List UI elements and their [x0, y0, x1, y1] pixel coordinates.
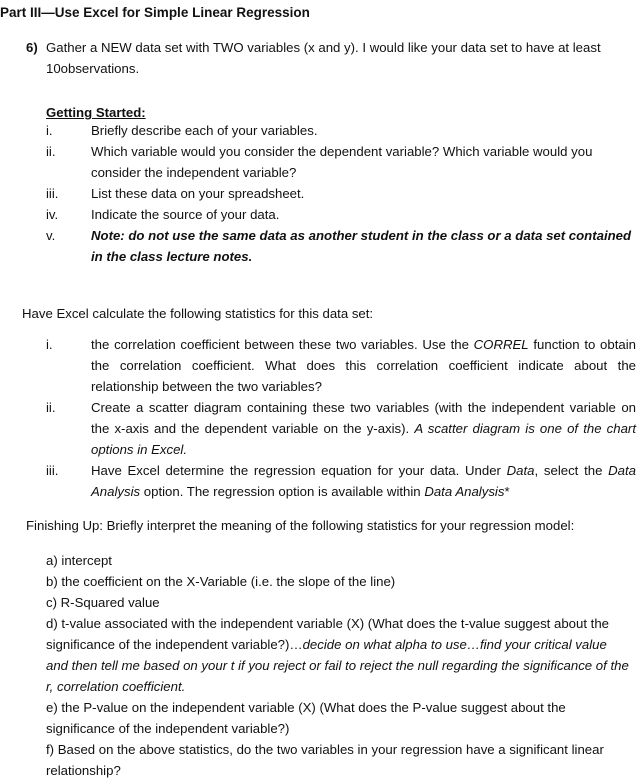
list-item: d) t-value associated with the independent variable (X) (What does the t-value suggest about the significance of the independent variable?)…decide on what alpha to use…find your critical value and then tell me based on your t if you reject or fail to reject the null regarding the significance of the r, correlation coefficient. [46, 616, 629, 694]
question-number: 6) [26, 40, 38, 55]
list-item-text: Create a scatter diagram containing these two variables (with the independent variable on the x-axis and the dependent variable on the y-axis). A scatter diagram is one of the chart options in Excel. [91, 400, 636, 457]
list-item-text: Briefly describe each of your variables. [91, 123, 318, 138]
part-title: Part III—Use Excel for Simple Linear Regression [0, 5, 310, 20]
list-item [46, 183, 636, 204]
list-marker: ii. [46, 144, 56, 159]
getting-started-title: Getting Started: [46, 105, 146, 120]
list-item-text: Have Excel determine the regression equation for your data. Under Data, select the Data Analysis option. The regression option is available within Data Analysis* [91, 463, 636, 499]
list-item: b) the coefficient on the X-Variable (i.e. the slope of the line) [46, 574, 396, 589]
finishing-up-intro: Finishing Up: Briefly interpret the meaning of the following statistics for your regression model: [26, 518, 575, 533]
list-item [46, 397, 636, 460]
list-marker: v. [46, 228, 56, 243]
list-item: c) R-Squared value [46, 595, 160, 610]
list-item-text: Which variable would you consider the dependent variable? Which variable would you consider the independent variable? [91, 144, 593, 180]
getting-started-list [46, 120, 636, 267]
list-item: a) intercept [46, 553, 112, 568]
list-item-text: Indicate the source of your data. [91, 207, 280, 222]
list-item [46, 334, 636, 397]
list-marker: i. [46, 337, 53, 352]
list-item [46, 460, 636, 502]
list-marker: iii. [46, 186, 59, 201]
list-item: e) the P-value on the independent variable (X) (What does the P-value suggest about the significance of the independent variable?) [46, 700, 566, 736]
list-marker: i. [46, 123, 53, 138]
list-item-text: List these data on your spreadsheet. [91, 186, 305, 201]
list-marker: iv. [46, 207, 59, 222]
list-item [46, 120, 636, 141]
list-marker: ii. [46, 400, 56, 415]
list-marker: iii. [46, 463, 59, 478]
question-6 [26, 37, 626, 79]
question-text: Gather a NEW data set with TWO variables (x and y). I would like your data set to have at least 10observations. [46, 40, 601, 76]
list-item: f) Based on the above statistics, do the two variables in your regression have a significant linear relationship? [46, 742, 604, 778]
list-item [46, 225, 636, 267]
excel-stats-list [46, 334, 636, 502]
list-item [46, 141, 636, 183]
list-item-text: the correlation coefficient between these two variables. Use the CORREL function to obtain the correlation coefficient. What does this correlation coefficient indicate about the relationship between the two variables? [91, 337, 636, 394]
excel-stats-intro: Have Excel calculate the following statistics for this data set: [22, 306, 374, 321]
list-item [46, 204, 636, 225]
note-text: Note: do not use the same data as another student in the class or a data set contained in the class lecture notes. [91, 228, 632, 264]
finishing-up-list [46, 550, 631, 781]
